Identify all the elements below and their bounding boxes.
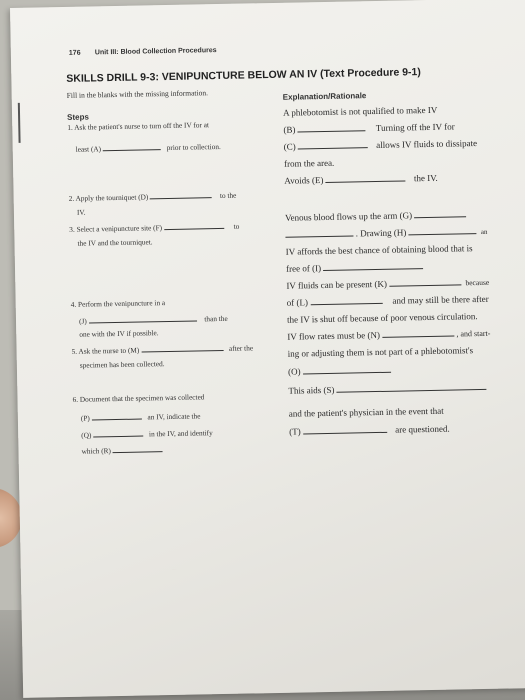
expl-6-are-questioned: are questioned. bbox=[395, 423, 450, 435]
step-6-in-the-iv: in the IV, and identify bbox=[148, 428, 213, 439]
blank-n[interactable] bbox=[382, 327, 454, 338]
step-4-label-j: (J) bbox=[78, 316, 87, 326]
step-2-line-2: IV. bbox=[76, 207, 86, 217]
step-6-label-p: (P) bbox=[80, 413, 90, 423]
step-4-line-3: one with the IV if possible. bbox=[79, 328, 159, 339]
step-6-line-2 bbox=[81, 408, 201, 424]
blank-o[interactable] bbox=[303, 363, 391, 375]
expl-1-line-1: A phlebotomist is not qualified to make IV bbox=[282, 104, 438, 118]
expl-2-the-iv: the IV. bbox=[413, 172, 438, 184]
expl-2-line-1 bbox=[284, 171, 438, 188]
expl-label-n: IV flow rates must be (N) bbox=[287, 329, 381, 342]
expl-label-b: (B) bbox=[283, 124, 296, 135]
expl-1-allows: allows IV fluids to dissipate bbox=[376, 138, 478, 150]
explanation-heading: Explanation/Rationale bbox=[282, 91, 367, 102]
step-3-label-f: 3. Select a venipuncture site (F) bbox=[69, 223, 163, 234]
step-4-line-2 bbox=[79, 311, 228, 328]
step-3-line-1 bbox=[69, 219, 239, 236]
blank-k[interactable] bbox=[389, 275, 461, 286]
blank-m[interactable] bbox=[141, 341, 223, 353]
blank-j[interactable] bbox=[88, 311, 196, 323]
expl-label-s: This aids (S) bbox=[288, 384, 335, 396]
step-1-label-a: least (A) bbox=[75, 144, 102, 154]
blank-p[interactable] bbox=[91, 410, 141, 421]
step-5-after-the: after the bbox=[228, 343, 254, 353]
step-6-line-4 bbox=[81, 442, 162, 458]
expl-label-e: Avoids (E) bbox=[284, 175, 324, 186]
expl-1-line-4: from the area. bbox=[283, 157, 335, 169]
step-3-to: to bbox=[233, 221, 240, 231]
step-4-than-the: than the bbox=[204, 313, 228, 324]
expl-1-line-2 bbox=[283, 119, 455, 136]
step-6-label-r: which (R) bbox=[81, 446, 111, 456]
expl-3-line-1 bbox=[285, 207, 466, 224]
expl-5-line-1 bbox=[287, 326, 490, 345]
drill-title: SKILLS DRILL 9-3: VENIPUNCTURE BELOW AN IV (Text Procedure 9-1) bbox=[66, 66, 421, 85]
expl-3-line-2 bbox=[285, 224, 487, 243]
step-5-line-2: specimen has been collected. bbox=[79, 359, 165, 370]
expl-3-line-4 bbox=[286, 259, 423, 276]
blank-g-cont[interactable] bbox=[285, 226, 353, 237]
blank-s[interactable] bbox=[337, 380, 487, 393]
step-6-label-q: (Q) bbox=[81, 430, 92, 440]
expl-3-an: an bbox=[480, 227, 488, 237]
step-6-line-3 bbox=[81, 425, 213, 442]
step-2-to-the: to the bbox=[219, 190, 237, 201]
step-2-line-1 bbox=[69, 188, 237, 205]
expl-6-line-2: and the patient's physician in the event that bbox=[288, 405, 444, 419]
expl-label-l: of (L) bbox=[286, 297, 309, 308]
expl-label-k: IV fluids can be present (K) bbox=[286, 278, 388, 291]
blank-h[interactable] bbox=[408, 224, 476, 235]
show-through-mark: ~ bbox=[170, 564, 179, 575]
step-6-an-iv: an IV, indicate the bbox=[147, 411, 201, 422]
expl-label-h: . Drawing (H) bbox=[355, 227, 407, 239]
step-6-line-1: 6. Document that the specimen was collected bbox=[72, 392, 205, 404]
textbook-page bbox=[10, 0, 525, 698]
expl-6-line-1 bbox=[288, 380, 486, 398]
margin-mark bbox=[18, 103, 20, 143]
steps-heading: Steps bbox=[67, 112, 89, 122]
blank-t[interactable] bbox=[303, 423, 387, 435]
step-5-line-1 bbox=[71, 340, 253, 357]
blank-d[interactable] bbox=[150, 188, 212, 199]
expl-3-line-3: IV affords the best chance of obtaining blood that is bbox=[285, 243, 473, 257]
blank-q[interactable] bbox=[93, 427, 143, 438]
expl-1-turning: Turning off the IV for bbox=[375, 121, 455, 133]
expl-4-because: because bbox=[465, 277, 490, 288]
expl-label-c: (C) bbox=[283, 141, 296, 152]
expl-label-i: free of (I) bbox=[285, 263, 322, 274]
blank-g[interactable] bbox=[414, 207, 466, 218]
blank-r[interactable] bbox=[113, 442, 163, 453]
blank-a[interactable] bbox=[103, 140, 161, 151]
step-3-line-2: the IV and the tourniquet. bbox=[77, 237, 153, 248]
drill-instructions: Fill in the blanks with the missing information. bbox=[66, 88, 208, 100]
expl-1-line-3 bbox=[284, 136, 478, 154]
page-number: 176 bbox=[68, 49, 81, 57]
expl-5-line-2: ing or adjusting them is not part of a phlebotomist's bbox=[287, 345, 474, 359]
blank-e[interactable] bbox=[326, 171, 406, 183]
expl-4-line-3: the IV is shut off because of poor venous circulation. bbox=[286, 311, 478, 325]
step-1-tail: prior to collection. bbox=[166, 141, 221, 153]
step-1-line-2 bbox=[76, 139, 221, 156]
blank-c[interactable] bbox=[298, 138, 368, 149]
expl-label-g: Venous blood flows up the arm (G) bbox=[284, 210, 413, 223]
blank-i[interactable] bbox=[323, 259, 423, 271]
expl-4-line-1 bbox=[286, 275, 489, 294]
step-5-label-m: 5. Ask the nurse to (M) bbox=[71, 345, 140, 356]
blank-b[interactable] bbox=[298, 121, 366, 132]
blank-l[interactable] bbox=[310, 294, 382, 305]
step-2-label-d: 2. Apply the tourniquet (D) bbox=[68, 192, 149, 203]
expl-5-and-start: , and start- bbox=[456, 328, 491, 339]
expl-6-line-3 bbox=[289, 422, 450, 439]
step-4-line-1: 4. Perform the venipuncture in a bbox=[70, 298, 166, 309]
expl-5-line-3 bbox=[288, 363, 391, 379]
blank-f[interactable] bbox=[164, 219, 224, 230]
expl-label-t: (T) bbox=[289, 426, 301, 437]
expl-4-and-may: and may still be there after bbox=[392, 293, 489, 306]
expl-label-o: (O) bbox=[287, 366, 301, 377]
step-1-line-1: 1. Ask the patient's nurse to turn off the IV for at bbox=[67, 120, 210, 132]
expl-4-line-2 bbox=[287, 292, 489, 310]
unit-header: Unit III: Blood Collection Procedures bbox=[94, 47, 217, 57]
